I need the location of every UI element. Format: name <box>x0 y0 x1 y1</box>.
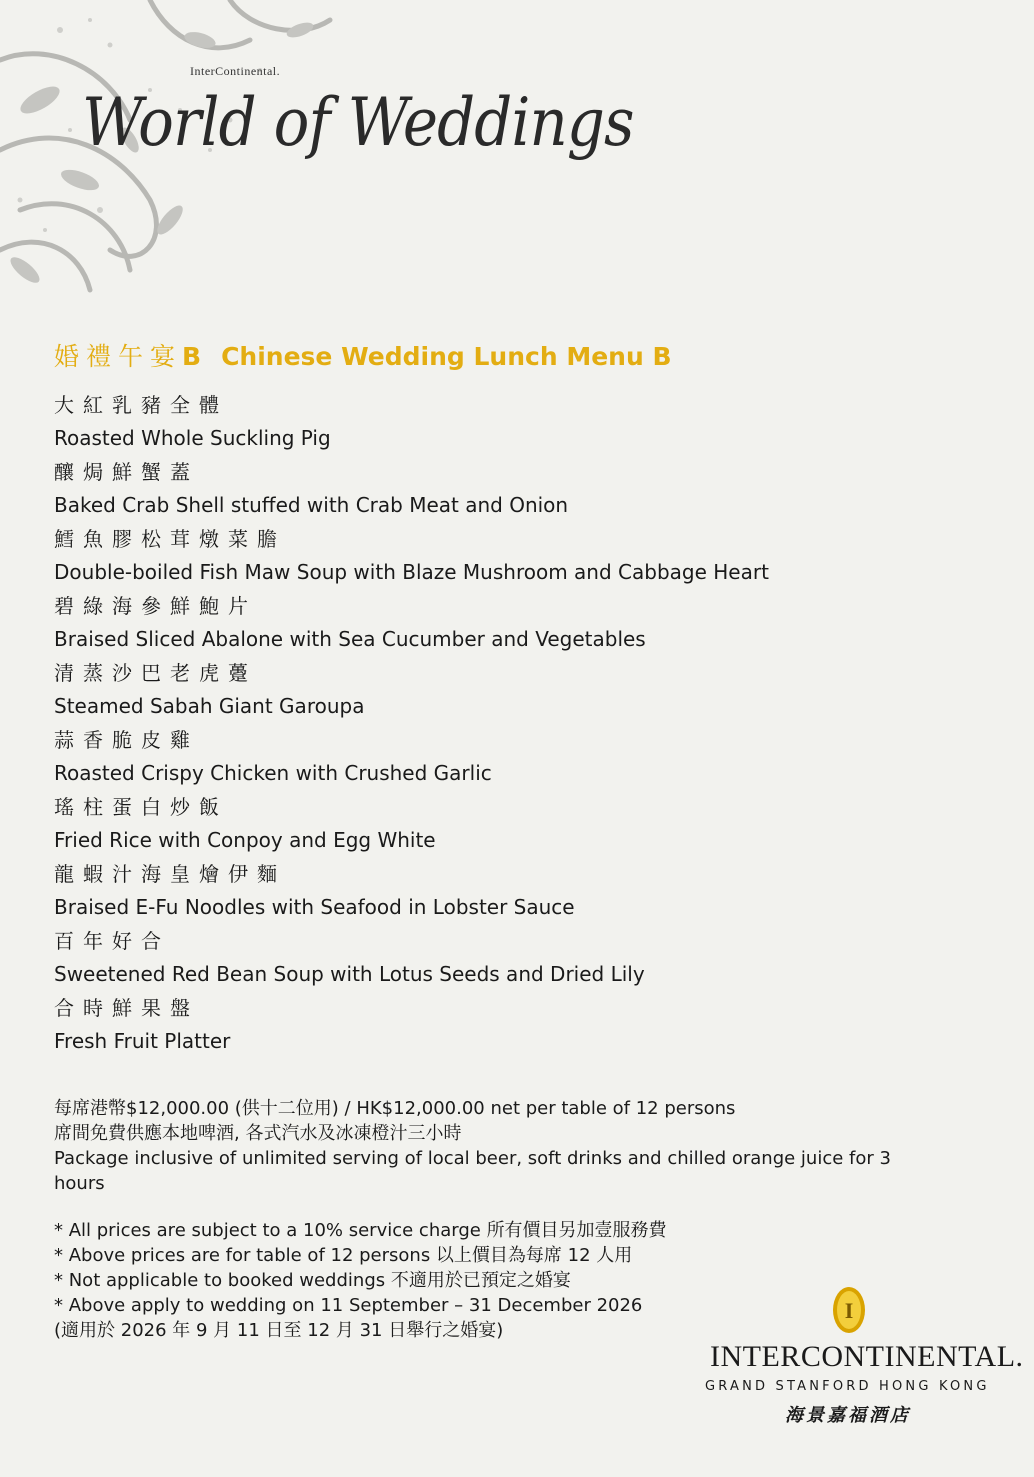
menu-title <box>54 337 672 373</box>
dish-name-en: Sweetened Red Bean Soup with Lotus Seeds and Dried Lily <box>54 962 645 986</box>
menu-title-cn-suffix: B <box>182 342 202 371</box>
menu-title-cn: 婚禮午宴 <box>54 342 183 371</box>
pricing-block <box>54 1096 934 1196</box>
world-of-weddings-script-logo: World of Weddings <box>82 84 634 161</box>
dish-name-en: Roasted Whole Suckling Pig <box>54 426 331 450</box>
dish-item <box>54 522 954 589</box>
dish-name-cn: 鱈魚膠松茸燉菜膽 <box>54 527 286 551</box>
emblem-letter: I <box>844 1298 854 1323</box>
dish-item <box>54 388 954 455</box>
note-line: * Above prices are for table of 12 persons 以上價目為每席 12 人用 <box>54 1245 633 1266</box>
dish-list <box>54 388 954 1058</box>
package-cn: 席間免費供應本地啤酒, 各式汽水及冰凍橙汁三小時 <box>54 1123 462 1144</box>
dish-name-en: Steamed Sabah Giant Garoupa <box>54 694 365 718</box>
dish-name-cn: 龍蝦汁海皇燴伊麵 <box>54 862 286 886</box>
dish-name-en: Double-boiled Fish Maw Soup with Blaze Mushroom and Cabbage Heart <box>54 560 769 584</box>
brand-small-label: InterContinental. <box>190 64 281 78</box>
dish-item <box>54 991 954 1058</box>
dish-name-en: Baked Crab Shell stuffed with Crab Meat and Onion <box>54 493 569 517</box>
dish-name-en: Fried Rice with Conpoy and Egg White <box>54 828 436 852</box>
dish-name-cn: 釀焗鮮蟹蓋 <box>54 460 199 484</box>
logo-name: INTERCONTINENTAL. <box>710 1340 1024 1373</box>
intercontinental-emblem-icon <box>831 1285 867 1335</box>
dish-name-cn: 蒜香脆皮雞 <box>54 728 199 752</box>
dish-name-cn: 碧綠海參鮮鮑片 <box>54 594 257 618</box>
dish-item <box>54 857 954 924</box>
logo-chinese-name: 海景嘉福酒店 <box>785 1405 911 1426</box>
terms-notes <box>54 1218 754 1343</box>
note-line: (適用於 2026 年 9 月 11 日至 12 月 31 日舉行之婚宴) <box>54 1320 504 1341</box>
dish-name-en: Roasted Crispy Chicken with Crushed Garlic <box>54 761 492 785</box>
dish-name-cn: 清蒸沙巴老虎躉 <box>54 661 257 685</box>
note-line: * Above apply to wedding on 11 September – 31 December 2026 <box>54 1295 643 1316</box>
package-en: Package inclusive of unlimited serving of local beer, soft drinks and chilled orange juice for 3 hours <box>54 1148 891 1194</box>
dish-name-cn: 大紅乳豬全體 <box>54 393 228 417</box>
note-line: * Not applicable to booked weddings 不適用於已預定之婚宴 <box>54 1270 571 1291</box>
menu-title-en: Chinese Wedding Lunch Menu B <box>221 342 672 371</box>
dish-name-cn: 瑤柱蛋白炒飯 <box>54 795 228 819</box>
dish-item <box>54 656 954 723</box>
dish-name-cn: 合時鮮果盤 <box>54 996 199 1020</box>
dish-item <box>54 924 954 991</box>
dish-name-cn: 百年好合 <box>54 929 170 953</box>
note-line: * All prices are subject to a 10% service charge 所有價目另加壹服務費 <box>54 1220 667 1241</box>
dish-item <box>54 790 954 857</box>
dish-name-en: Fresh Fruit Platter <box>54 1029 231 1053</box>
intercontinental-logo <box>700 1285 1024 1426</box>
price-line: 每席港幣$12,000.00 (供十二位用) / HK$12,000.00 net per table of 12 persons <box>54 1098 736 1119</box>
dish-name-en: Braised E-Fu Noodles with Seafood in Lobster Sauce <box>54 895 575 919</box>
dish-item <box>54 589 954 656</box>
logo-subtitle: GRAND STANFORD HONG KONG <box>705 1379 990 1394</box>
dish-name-en: Braised Sliced Abalone with Sea Cucumber and Vegetables <box>54 627 646 651</box>
dish-item <box>54 455 954 522</box>
dish-item <box>54 723 954 790</box>
